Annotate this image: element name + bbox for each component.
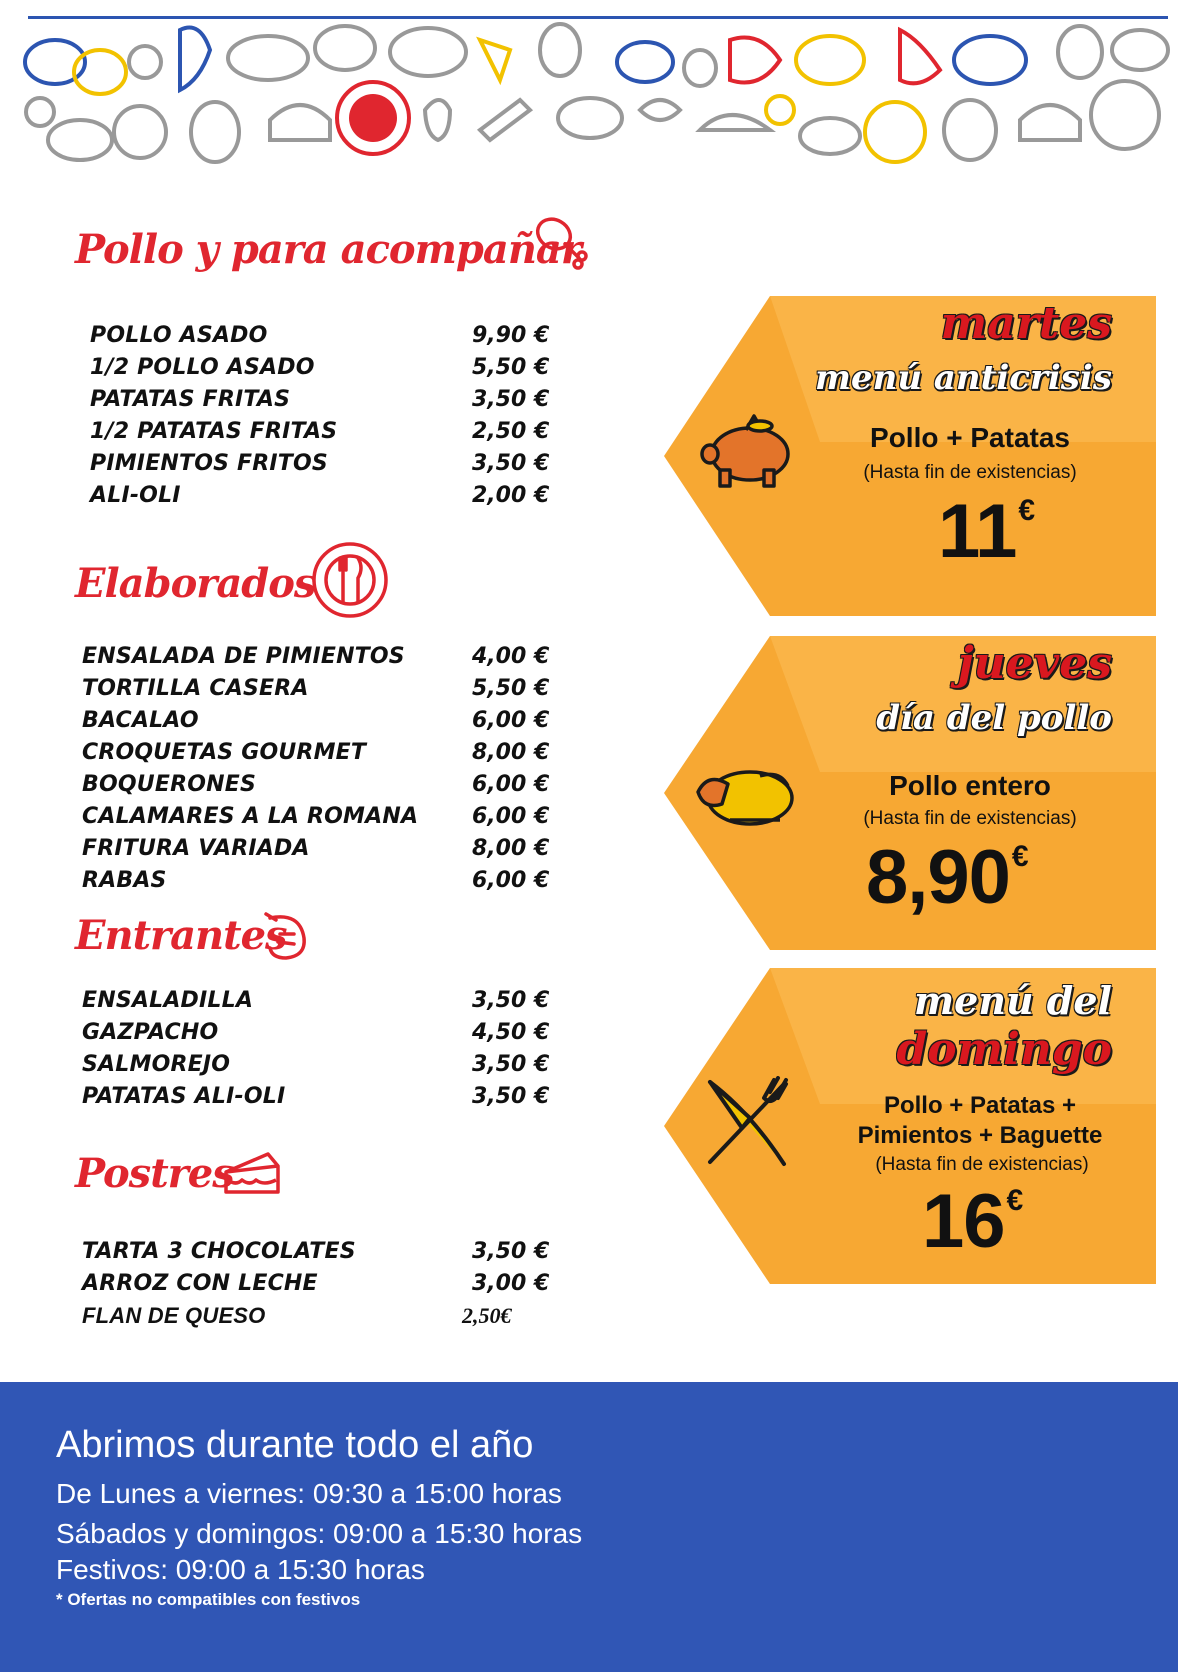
- item-price: 8,00 €: [472, 836, 550, 861]
- menu-item: [72, 1049, 550, 1081]
- item-name: ENSALADA DE PIMIENTOS: [82, 644, 405, 669]
- footer-weekdays: De Lunes a viernes: 09:30 a 15:00 horas: [56, 1478, 562, 1509]
- shrimp-icon: [262, 908, 312, 962]
- menu-list-pollo: [80, 320, 550, 512]
- knife-fork-icon: [698, 1076, 798, 1170]
- cake-slice-icon: [222, 1148, 284, 1200]
- offer-tag-jueves: [660, 632, 1156, 954]
- item-price: 3,50 €: [472, 451, 550, 476]
- menu-item: [80, 352, 550, 384]
- footer-note: * Ofertas no compatibles con festivos: [56, 1590, 361, 1609]
- offer-tag-domingo: [660, 964, 1156, 1288]
- item-name: FLAN DE QUESO: [82, 1303, 266, 1328]
- item-price: 6,00 €: [472, 868, 550, 893]
- item-name: PIMIENTOS FRITOS: [90, 451, 328, 476]
- menu-item: [72, 1081, 550, 1113]
- item-name: TARTA 3 CHOCOLATES: [82, 1239, 356, 1264]
- price-value: 16: [922, 1179, 1005, 1264]
- price-currency: €: [1018, 494, 1036, 527]
- item-name: FRITURA VARIADA: [82, 836, 310, 861]
- item-price: 4,50 €: [472, 1020, 550, 1045]
- chicken-leg-icon: [532, 212, 594, 278]
- offer-price: [866, 834, 1029, 921]
- section-title-entrantes: Entrantes: [75, 912, 287, 959]
- item-price: 2,00 €: [472, 483, 550, 508]
- offer-subtitle: menú anticrisis: [815, 358, 1112, 398]
- item-name: RABAS: [82, 868, 167, 893]
- item-name: CROQUETAS GOURMET: [82, 740, 367, 765]
- item-name: ARROZ CON LECHE: [82, 1271, 318, 1296]
- section-title-elaborados: Elaborados: [75, 560, 316, 607]
- offer-item: Pollo + Patatas: [870, 422, 1070, 453]
- footer-title: Abrimos durante todo el año: [56, 1424, 534, 1466]
- item-price: 3,50 €: [472, 1052, 550, 1077]
- item-price: 2,50 €: [472, 419, 550, 444]
- item-name: PATATAS FRITAS: [90, 387, 291, 412]
- menu-item: [80, 320, 550, 352]
- item-price: 5,50 €: [472, 355, 550, 380]
- price-value: 8,90: [866, 835, 1010, 920]
- menu-item: [72, 641, 550, 673]
- section-title-pollo: Pollo y para acompañar: [75, 226, 581, 273]
- item-name: PATATAS ALI-OLI: [82, 1084, 286, 1109]
- offer-price: [938, 488, 1035, 575]
- footer-weekend: Sábados y domingos: 09:00 a 15:30 horas: [56, 1518, 583, 1549]
- menu-list-elaborados: [72, 641, 550, 897]
- menu-item: [72, 705, 550, 737]
- menu-item: [80, 416, 550, 448]
- menu-item: [72, 737, 550, 769]
- item-price: 6,00 €: [472, 804, 550, 829]
- menu-item: [72, 673, 550, 705]
- menu-list-postres: [72, 1236, 550, 1332]
- item-price: 5,50 €: [472, 676, 550, 701]
- item-price: 3,50 €: [472, 988, 550, 1013]
- item-name: ALI-OLI: [90, 483, 181, 508]
- item-price: 3,50 €: [472, 387, 550, 412]
- item-price: 3,00 €: [472, 1271, 550, 1296]
- item-price: 6,00 €: [472, 772, 550, 797]
- offer-title: menú del: [913, 978, 1112, 1023]
- item-name: 1/2 POLLO ASADO: [90, 355, 315, 380]
- item-name: SALMOREJO: [82, 1052, 231, 1077]
- offer-day: martes: [940, 298, 1112, 349]
- menu-list-entrantes: [72, 985, 550, 1113]
- menu-item: [72, 865, 550, 897]
- offer-price: [922, 1178, 1023, 1265]
- item-price: 3,50 €: [472, 1084, 550, 1109]
- menu-item: [72, 1268, 550, 1300]
- item-price: 9,90 €: [472, 323, 550, 348]
- item-name: CALAMARES A LA ROMANA: [82, 804, 419, 829]
- piggy-bank-icon: [698, 410, 798, 492]
- menu-item: [80, 448, 550, 480]
- menu-item: [72, 833, 550, 865]
- item-name: ENSALADILLA: [82, 988, 254, 1013]
- item-price: 4,00 €: [472, 644, 550, 669]
- offer-item-line2: Pimientos + Baguette: [857, 1122, 1103, 1149]
- offer-item-line1: Pollo + Patatas +: [883, 1092, 1077, 1119]
- menu-item: [72, 1017, 550, 1049]
- menu-item: [80, 480, 550, 512]
- item-name: GAZPACHO: [82, 1020, 219, 1045]
- offer-note: (Hasta fin de existencias): [863, 808, 1077, 829]
- item-name: POLLO ASADO: [90, 323, 268, 348]
- menu-item: [72, 801, 550, 833]
- offer-day: domingo: [896, 1024, 1112, 1075]
- price-currency: €: [1011, 840, 1029, 873]
- item-price: 8,00 €: [472, 740, 550, 765]
- menu-item: [72, 769, 550, 801]
- item-name: 1/2 PATATAS FRITAS: [90, 419, 338, 444]
- opening-hours-footer: [0, 1382, 1178, 1672]
- offer-note: (Hasta fin de existencias): [875, 1154, 1089, 1175]
- menu-item: [72, 1300, 542, 1332]
- item-name: BOQUERONES: [82, 772, 256, 797]
- item-name: BACALAO: [82, 708, 199, 733]
- plate-cutlery-icon: [310, 540, 390, 620]
- item-name: TORTILLA CASERA: [82, 676, 309, 701]
- offer-tag-martes: [660, 292, 1156, 620]
- offer-subtitle: día del pollo: [876, 698, 1112, 738]
- item-price: 3,50 €: [472, 1239, 550, 1264]
- offer-note: (Hasta fin de existencias): [863, 462, 1077, 483]
- offer-item: Pollo entero: [889, 770, 1051, 801]
- menu-item: [72, 1236, 550, 1268]
- offer-day: jueves: [957, 638, 1112, 689]
- menu-item: [80, 384, 550, 416]
- price-currency: €: [1006, 1184, 1024, 1217]
- item-price: 6,00 €: [472, 708, 550, 733]
- price-value: 11: [938, 489, 1017, 574]
- footer-holidays: Festivos: 09:00 a 15:30 horas: [56, 1554, 425, 1585]
- roast-chicken-icon: [690, 762, 800, 832]
- decorative-food-pattern: [0, 0, 1178, 180]
- item-price: 2,50€: [462, 1303, 512, 1328]
- section-title-postres: Postres: [75, 1150, 234, 1197]
- menu-item: [72, 985, 550, 1017]
